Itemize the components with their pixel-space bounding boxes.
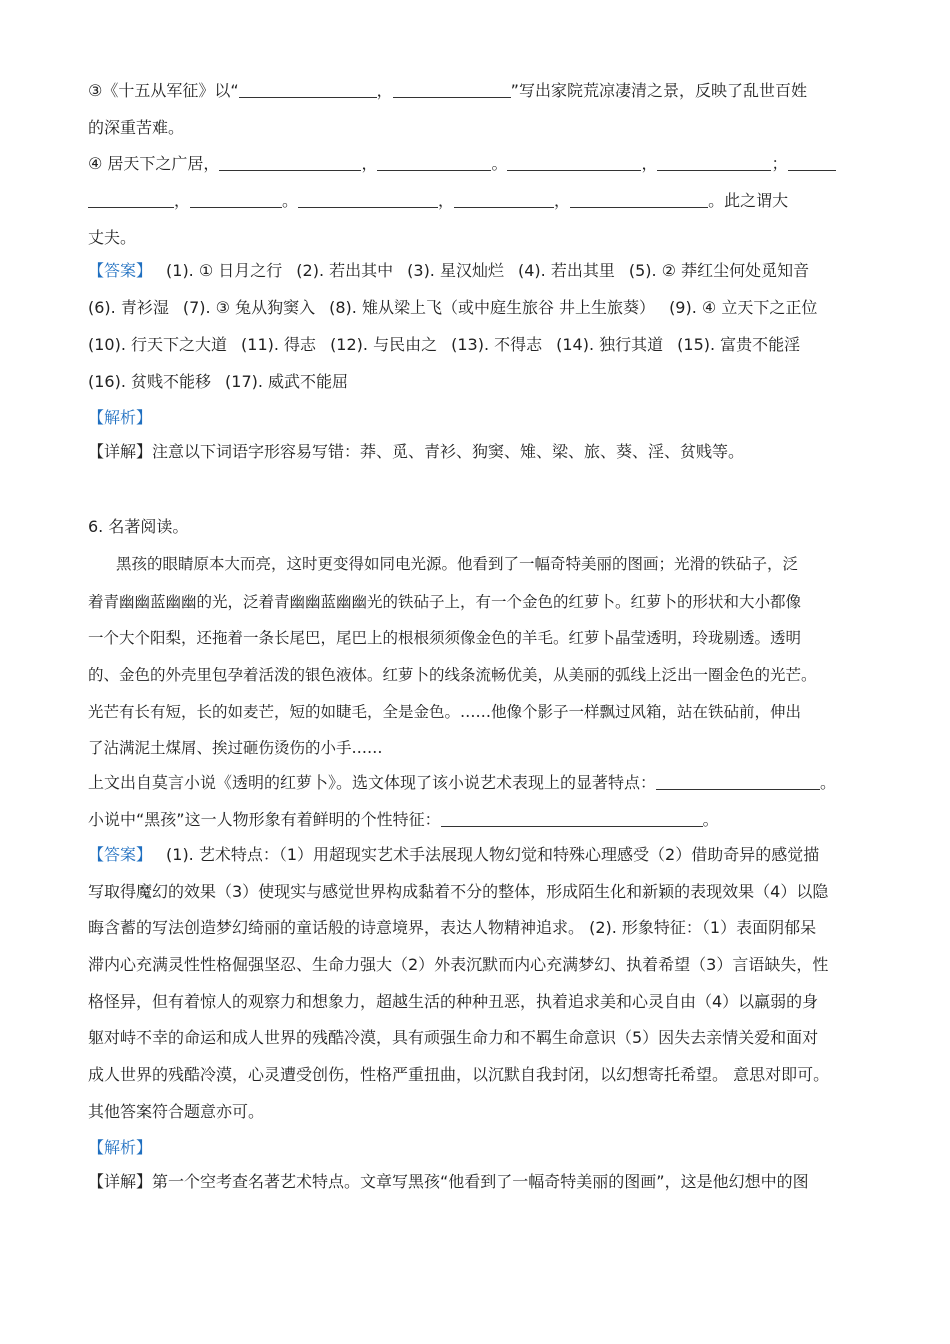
q5-item4-line2: [88, 189, 878, 213]
detail-label: 【详解】: [88, 442, 153, 461]
analysis-label: 【解析】: [88, 1138, 153, 1157]
passage-line: 一个大个阳梨，还拖着一条长尾巴，尾巴上的根根须须像金色的羊毛。红萝卜晶莹透明，玲珑剔透。透明: [88, 629, 802, 647]
q5-answer-line4: [88, 370, 878, 394]
answer-item: (10). 行天下之大道: [88, 335, 228, 354]
text: ，: [376, 81, 393, 100]
text: 。: [282, 191, 299, 210]
q6-answer-line: 晦含蓄的写法创造梦幻绮丽的童话般的诗意境界，表达人物精神追求。 (2). 形象特征：（1）表面阴郁呆: [88, 918, 817, 937]
detail-line: [88, 440, 878, 464]
answer-blank[interactable]: [454, 191, 554, 208]
q6-answer-line: 其他答案符合题意亦可。: [88, 1102, 265, 1121]
answer-item: (7). ③ 兔从狗窦入: [182, 298, 316, 317]
detail-text: 第一个空考查名著艺术特点。文章写黑孩“他看到了一幅奇特美丽的图画”，这是他幻想中的图: [152, 1172, 809, 1191]
text: ，: [554, 191, 571, 210]
answer-item: (4). 若出其里: [517, 261, 615, 280]
passage-line: 了沾满泥土煤屑、挨过砸伤烫伤的小手……: [88, 739, 383, 757]
text: ，: [641, 154, 658, 173]
answer-blank[interactable]: [377, 154, 491, 171]
answer-blank[interactable]: [656, 773, 820, 790]
answer-label: 【答案】: [88, 261, 153, 280]
q6-question2: [88, 808, 878, 832]
answer-blank[interactable]: [570, 191, 708, 208]
passage-line: 着青幽幽蓝幽幽的光，泛着青幽幽蓝幽幽光的铁砧子上，有一个金色的红萝卜。红萝卜的形状和大小都像: [88, 593, 802, 611]
answer-item: (9). ④ 立天下之正位: [669, 298, 818, 317]
text: 。: [820, 773, 837, 792]
q6-answer-line: [88, 843, 878, 867]
passage-line: 光芒有长有短，长的如麦芒，短的如睫毛，全是金色。……他像个影子一样飘过风箱，站在铁砧前，伸出: [88, 703, 802, 721]
answer-item: (16). 贫贱不能移: [88, 372, 212, 391]
answer-blank[interactable]: [441, 810, 703, 827]
text: ④ 居天下之广居，: [88, 154, 220, 173]
q5-answer-line1: [88, 259, 878, 283]
q6-title: 6. 名著阅读。: [88, 517, 189, 536]
answer-blank[interactable]: [298, 191, 438, 208]
answer-label: 【答案】: [88, 845, 153, 864]
detail-label: 【详解】: [88, 1172, 153, 1191]
q5-item4-line1: [88, 152, 878, 176]
q5-item3-line1: [88, 79, 878, 103]
answer-item: (17). 威武不能屈: [225, 372, 349, 391]
answer-item: (13). 不得志: [451, 335, 543, 354]
answer-blank[interactable]: [239, 81, 377, 98]
answer-blank[interactable]: [657, 154, 771, 171]
q5-item3-line2: 的深重苦难。: [88, 118, 185, 137]
q6-answer-line: 滞内心充满灵性性格倔强坚忍、生命力强大（2）外表沉默而内心充满梦幻、执着希望（3）言语缺失，性: [88, 955, 829, 974]
answer-text: (1). 艺术特点：（1）用超现实艺术手法展现人物幻觉和特殊心理感受（2）借助奇异的感觉描: [166, 845, 820, 864]
text: ”写出家院荒凉凄清之景，反映了乱世百姓: [510, 81, 807, 100]
text: 。: [491, 154, 508, 173]
text: 上文出自莫言小说《透明的红萝卜》。选文体现了该小说艺术表现上的显著特点：: [88, 773, 657, 792]
answer-item: (12). 与民由之: [330, 335, 438, 354]
answer-item: (6). 青衫湿: [88, 298, 169, 317]
q6-question1: [88, 771, 878, 795]
text: 。: [702, 810, 719, 829]
answer-item: (1). ① 日月之行: [166, 261, 283, 280]
answer-item: (15). 富贵不能淫: [677, 335, 801, 354]
q5-answer-line2: [88, 296, 878, 320]
passage-line: 的、金色的外壳里包孕着活泼的银色液体。红萝卜的线条流畅优美，从美丽的弧线上泛出一圈金色的光芒。: [88, 666, 817, 684]
answer-blank[interactable]: [788, 154, 836, 171]
text: ，: [174, 191, 191, 210]
answer-blank[interactable]: [190, 191, 282, 208]
text: ，: [438, 191, 455, 210]
text: 小说中“黑孩”这一人物形象有着鲜明的个性特征：: [88, 810, 441, 829]
text: ；: [771, 154, 788, 173]
answer-item: (14). 独行其道: [556, 335, 664, 354]
text: ，: [361, 154, 378, 173]
text: 。此之谓大: [708, 191, 789, 210]
detail-line: [88, 1170, 878, 1194]
answer-item: (11). 得志: [241, 335, 317, 354]
passage-line: 黑孩的眼睛原本大而亮，这时更变得如同电光源。他看到了一幅奇特美丽的图画；光滑的铁砧子，泛: [116, 555, 799, 573]
q6-answer-line: 写取得魔幻的效果（3）使现实与感觉世界构成黏着不分的整体，形成陌生化和新颖的表现效果（4）以隐: [88, 882, 829, 901]
answer-blank[interactable]: [507, 154, 641, 171]
answer-item: (8). 雉从梁上飞（或中庭生旅谷 井上生旅葵）: [329, 298, 656, 317]
answer-blank[interactable]: [219, 154, 361, 171]
q6-answer-line: 格怪异，但有着惊人的观察力和想象力，超越生活的种种丑恶，执着追求美和心灵自由（4）以羸弱的身: [88, 992, 819, 1011]
analysis-label: 【解析】: [88, 408, 153, 427]
q5-answer-line3: [88, 333, 878, 357]
answer-item: (2). 若出其中: [296, 261, 394, 280]
answer-item: (5). ② 莽红尘何处觅知音: [628, 261, 810, 280]
q6-answer-line: 成人世界的残酷冷漠，心灵遭受创伤，性格严重扭曲，以沉默自我封闭，以幻想寄托希望。 意思对即可。: [88, 1065, 830, 1084]
detail-text: 注意以下词语字形容易写错：莽、觅、青衫、狗窦、雉、梁、旅、葵、淫、贫贱等。: [152, 442, 745, 461]
answer-item: (3). 星汉灿烂: [407, 261, 504, 280]
q5-item4-line3: 丈夫。: [88, 228, 137, 247]
q6-answer-line: 躯对峙不幸的命运和成人世界的残酷冷漠，具有顽强生命力和不羁生命意识（5）因失去亲情关爱和面对: [88, 1028, 819, 1047]
text: ③《十五从军征》以“: [88, 81, 239, 100]
answer-blank[interactable]: [88, 191, 174, 208]
answer-blank[interactable]: [393, 81, 511, 98]
